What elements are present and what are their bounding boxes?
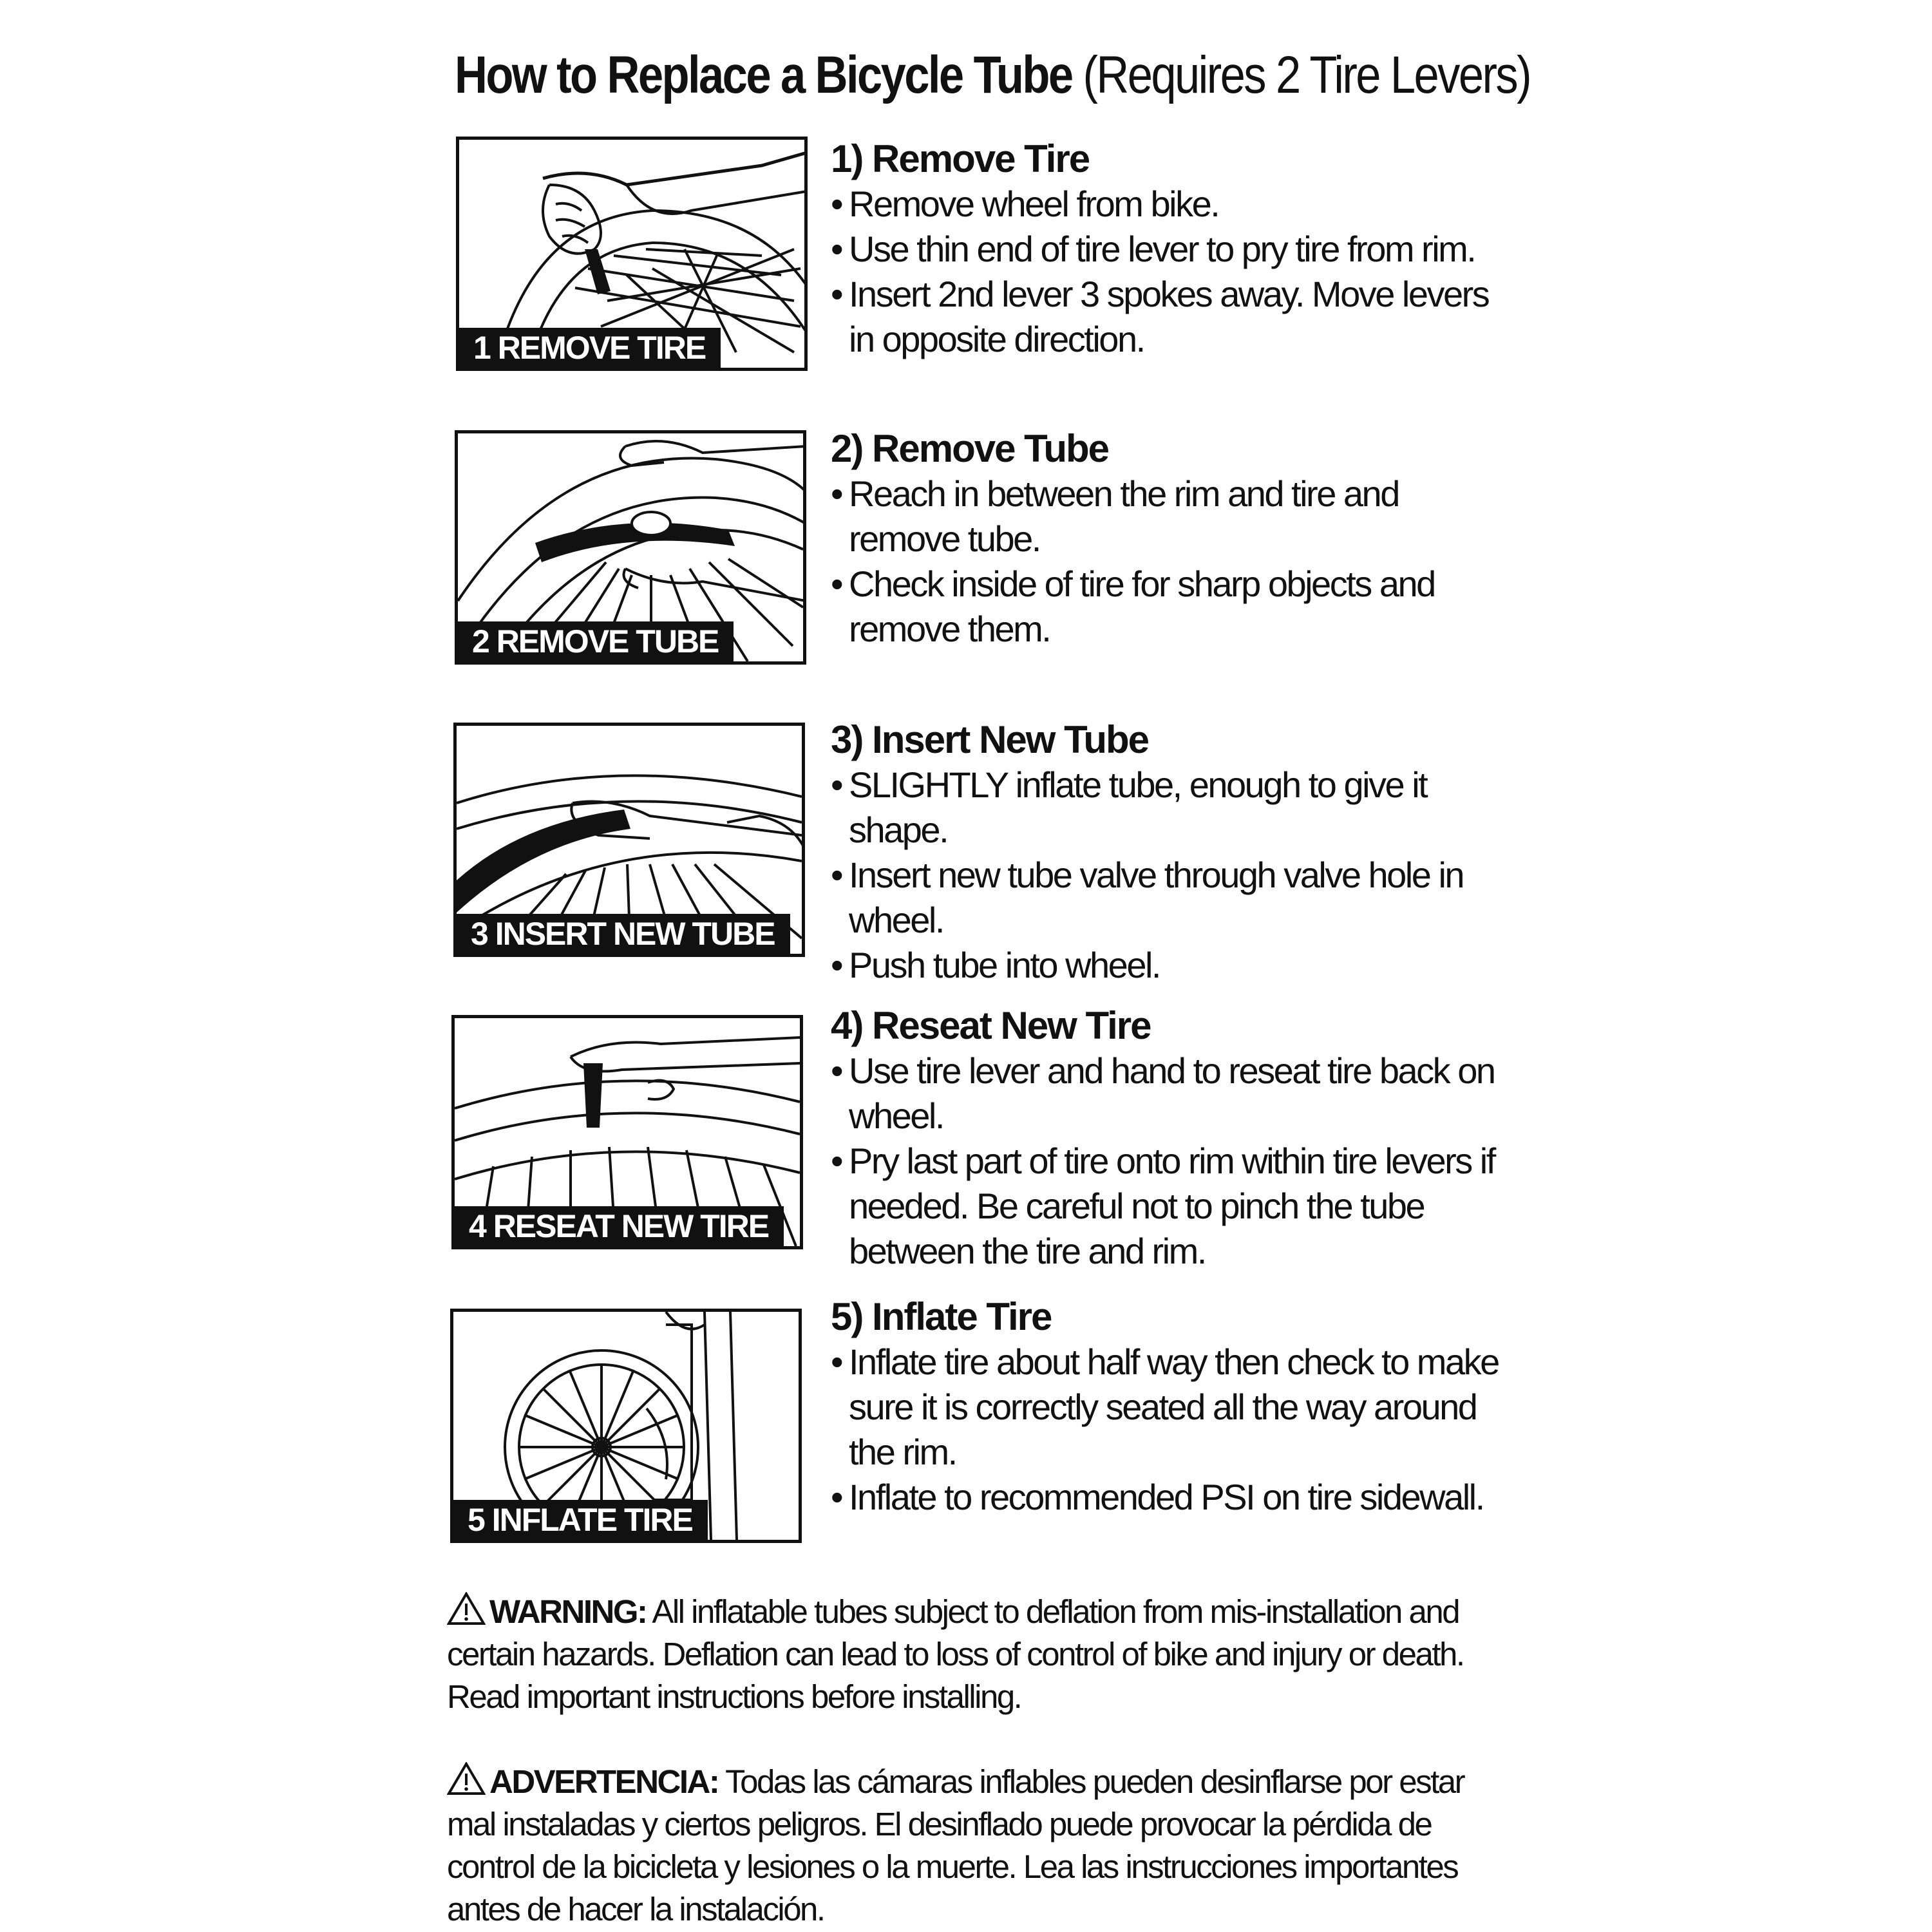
step-3-label: 3 INSERT NEW TUBE [457,914,790,954]
list-item: • Use tire lever and hand to reseat tire back on wheel. [831,1048,1513,1139]
step-2-label: 2 REMOVE TUBE [458,621,734,661]
step-3-illustration [453,723,805,957]
advertencia-label: ADVERTENCIA: [489,1763,719,1800]
step-3-list [831,762,1513,988]
step-3-heading: 3) Insert New Tube [831,718,1148,761]
step-4-label: 4 RESEAT NEW TIRE [455,1206,784,1246]
list-item: • Insert new tube valve through valve hole in wheel. [831,853,1513,943]
warning-notice [447,1591,1516,1718]
step-1-text [831,137,1513,362]
list-item: • Push tube into wheel. [831,943,1513,988]
step-5-list [831,1340,1513,1520]
step-4-heading: 4) Reseat New Tire [831,1004,1151,1047]
title-subtitle: (Requires 2 Tire Levers) [1083,46,1530,104]
page-title [455,40,1530,111]
step-2-illustration [455,430,806,665]
advertencia-notice [447,1761,1516,1931]
warning-icon [447,1592,486,1625]
step-1-heading: 1) Remove Tire [831,137,1090,180]
title-main: How to Replace a Bicycle Tube [455,46,1072,104]
warning-text: All inflatable tubes subject to deflation from mis-installation and certain hazards. Deflation can lead to loss of control of bike and injury or death. Read important instructions before installing. [447,1593,1464,1715]
step-3-text [831,717,1513,988]
list-item: • Reach in between the rim and tire and remove tube. [831,471,1513,562]
list-item: • Inflate to recommended PSI on tire sidewall. [831,1475,1513,1520]
advertencia-text: Todas las cámaras inflables pueden desinflarse por estar mal instaladas y ciertos peligros. El desinflado puede provocar la pérdida de control de la bicicleta y lesiones o la muerte. Lea las instrucciones importantes antes de hacer la instalación. [447,1763,1464,1927]
step-1-illustration [456,137,808,371]
step-2-heading: 2) Remove Tube [831,427,1108,470]
step-2-text [831,426,1513,652]
list-item: • Remove wheel from bike. [831,182,1513,227]
step-5-heading: 5) Inflate Tire [831,1295,1052,1338]
warning-label: WARNING: [489,1593,647,1630]
step-4-list [831,1048,1513,1274]
list-item: • Check inside of tire for sharp objects and remove them. [831,562,1513,652]
step-4-text [831,1003,1513,1274]
list-item: • Pry last part of tire onto rim within tire levers if needed. Be careful not to pinch the tube between the tire and rim. [831,1139,1513,1274]
warning-icon [447,1762,486,1795]
list-item: • Insert 2nd lever 3 spokes away. Move levers in opposite direction. [831,272,1513,362]
list-item: • Use thin end of tire lever to pry tire from rim. [831,227,1513,272]
step-1-label: 1 REMOVE TIRE [459,328,721,368]
step-5-text [831,1294,1513,1520]
step-4-illustration [451,1015,803,1249]
step-5-label: 5 INFLATE TIRE [453,1500,708,1540]
list-item: • Inflate tire about half way then check to make sure it is correctly seated all the way around the rim. [831,1340,1513,1475]
list-item: • SLIGHTLY inflate tube, enough to give it shape. [831,762,1513,853]
step-2-list [831,471,1513,652]
step-1-list [831,182,1513,362]
step-5-illustration [450,1309,802,1543]
